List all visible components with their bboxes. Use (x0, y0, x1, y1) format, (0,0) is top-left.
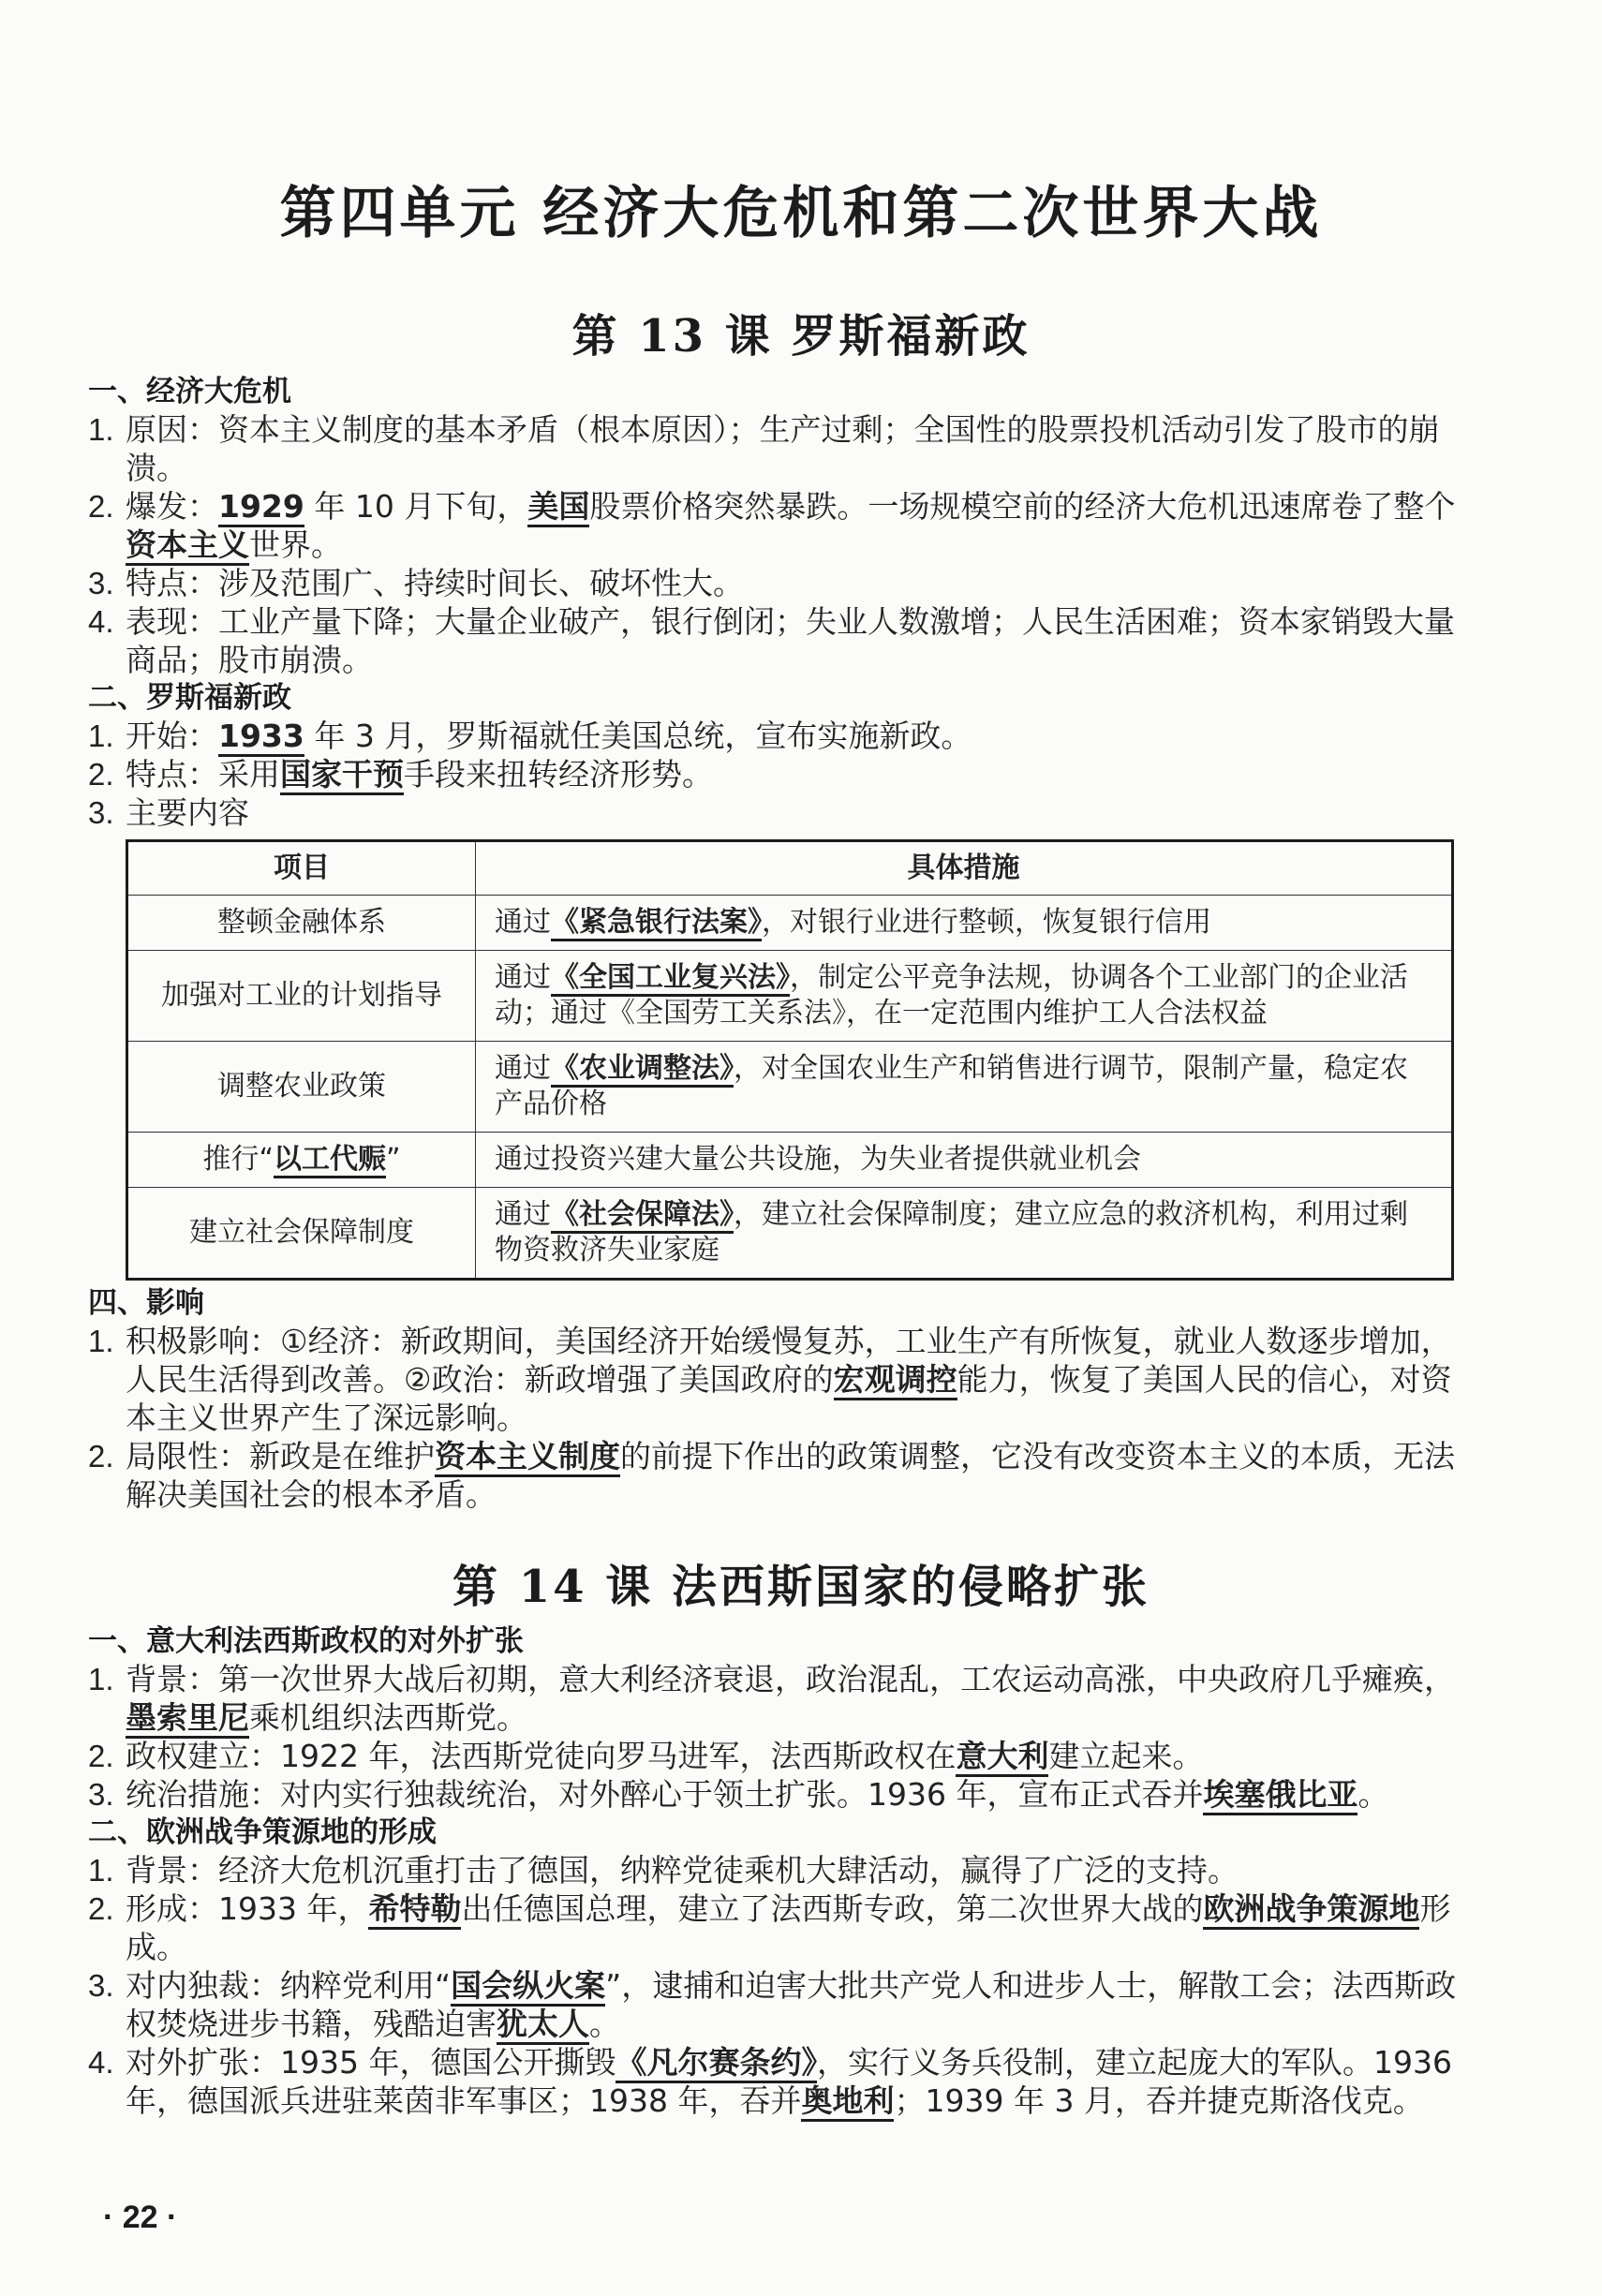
keyword: 意大利 (956, 1738, 1048, 1777)
keyword: 以工代赈 (274, 1143, 386, 1178)
list-item: 2. 爆发：1929 年 10 月下旬，美国股票价格突然暴跌。一场规模空前的经济大危机迅速席卷了整个资本主义世界。 (88, 487, 1461, 564)
table-cell: 调整农业政策 (127, 1042, 476, 1133)
page-number: · 22 · (103, 2200, 178, 2235)
section-heading: 一、意大利法西斯政权的对外扩张 (88, 1624, 524, 1658)
table-row (127, 1188, 1453, 1280)
list-item: 1. 积极影响：①经济：新政期间，美国经济开始缓慢复苏，工业生产有所恢复，就业人数逐步增加，人民生活得到改善。②政治：新政增强了美国政府的宏观调控能力，恢复了美国人民的信心，对资本主义世界产生了深远影响。 (88, 1323, 1452, 1436)
keyword: 资本主义 (126, 526, 249, 566)
list-item: 2. 政权建立：1922 年，法西斯党徒向罗马进军，法西斯政权在意大利建立起来。 (88, 1737, 1461, 1775)
table-row (127, 896, 1453, 951)
list-item: 2. 形成：1933 年，希特勒出任德国总理，建立了法西斯专政，第二次世界大战的欧洲战争策源地形成。 (88, 1890, 1451, 1965)
list-item: 1. 背景：第一次世界大战后初期，意大利经济衰退，政治混乱，工农运动高涨，中央政府几乎瘫痪，墨索里尼乘机组织法西斯党。 (88, 1660, 1461, 1737)
keyword: 埃塞俄比亚 (1203, 1776, 1357, 1815)
lesson-13-title: 第 13 课 罗斯福新政 (571, 310, 1031, 363)
section-heading: 一、经济大危机 (88, 375, 291, 408)
lesson-13-content (88, 373, 1461, 1514)
table-header: 具体措施 (476, 841, 1453, 896)
list-item: 3. 特点：涉及范围广、持续时间长、破坏性大。 (88, 565, 744, 601)
keyword: 希特勒 (368, 1890, 461, 1930)
table-header: 项目 (127, 841, 476, 896)
table-cell: 通过投资兴建大量公共设施，为失业者提供就业机会 (476, 1133, 1453, 1188)
table-cell: 整顿金融体系 (127, 896, 476, 951)
keyword: 美国 (527, 488, 589, 527)
list-item: 3. 主要内容 (88, 794, 249, 831)
keyword: 资本主义制度 (435, 1438, 620, 1477)
table-row (127, 951, 1453, 1042)
keyword: 《紧急银行法案》 (551, 906, 762, 941)
section-heading: 二、欧洲战争策源地的形成 (88, 1815, 437, 1849)
table-row (127, 1133, 1453, 1188)
table-cell: 通过《紧急银行法案》，对银行业进行整顿，恢复银行信用 (476, 896, 1453, 951)
keyword: 《凡尔赛条约》 (616, 2044, 817, 2083)
list-item: 2. 特点：采用国家干预手段来扭转经济形势。 (88, 755, 1461, 793)
keyword: 欧洲战争策源地 (1203, 1890, 1419, 1930)
keyword: 奥地利 (801, 2082, 894, 2122)
section-heading: 二、罗斯福新政 (88, 681, 291, 715)
keyword: 宏观调控 (834, 1361, 957, 1400)
list-item: 2. 局限性：新政是在维护资本主义制度的前提下作出的政策调整，它没有改变资本主义的本质，无法解决美国社会的根本矛盾。 (88, 1438, 1455, 1513)
keyword: 墨索里尼 (126, 1699, 249, 1739)
list-item: 1. 原因：资本主义制度的基本矛盾（根本原因）；生产过剩；全国性的股票投机活动引发了股市的崩溃。 (88, 411, 1440, 486)
keyword: 《全国工业复兴法》 (551, 961, 790, 997)
table-cell: 通过《全国工业复兴法》，制定公平竞争法规，协调各个工业部门的企业活动；通过《全国劳工关系法》，在一定范围内维护工人合法权益 (476, 951, 1453, 1042)
new-deal-measures-table (126, 839, 1454, 1281)
unit-title: 第四单元 经济大危机和第二次世界大战 (279, 181, 1323, 246)
list-item: 1. 开始：1933 年 3 月，罗斯福就任美国总统，宣布实施新政。 (88, 717, 1461, 755)
keyword: 国会纵火案 (451, 1967, 605, 2007)
table-header-row (127, 841, 1453, 896)
keyword: 犹太人 (497, 2006, 589, 2045)
list-item: 4. 对外扩张：1935 年，德国公开撕毁《凡尔赛条约》，实行义务兵役制，建立起庞大的军队。1936 年，德国派兵进驻莱茵非军事区；1938 年，吞并奥地利；1939 年 3 月，吞并捷克斯洛伐克。 (88, 2043, 1461, 2120)
table-row (127, 1042, 1453, 1133)
list-item: 3. 对内独裁：纳粹党利用“国会纵火案”，逮捕和迫害大批共产党人和进步人士，解散工会；法西斯政权焚烧进步书籍，残酷迫害犹太人。 (88, 1966, 1461, 2043)
keyword: 《农业调整法》 (551, 1052, 734, 1088)
section-heading: 四、影响 (88, 1286, 204, 1320)
table-cell: 加强对工业的计划指导 (127, 951, 476, 1042)
table-cell: 建立社会保障制度 (127, 1188, 476, 1280)
lesson-14-content (88, 1622, 1461, 2120)
keyword: 国家干预 (280, 756, 404, 795)
table-cell: 通过《农业调整法》，对全国农业生产和销售进行调节，限制产量，稳定农产品价格 (476, 1042, 1453, 1133)
lesson-14-title: 第 14 课 法西斯国家的侵略扩张 (452, 1561, 1150, 1613)
keyword: 1933 (218, 718, 304, 757)
keyword: 1929 (218, 488, 304, 527)
table-cell: 推行“以工代赈” (127, 1133, 476, 1188)
list-item: 1. 背景：经济大危机沉重打击了德国，纳粹党徒乘机大肆活动，赢得了广泛的支持。 (88, 1852, 1239, 1889)
table-cell: 通过《社会保障法》，建立社会保障制度；建立应急的救济机构，利用过剩物资救济失业家庭 (476, 1188, 1453, 1280)
keyword: 《社会保障法》 (551, 1198, 734, 1234)
list-item: 4. 表现：工业产量下降；大量企业破产，银行倒闭；失业人数激增；人民生活困难；资本家销毁大量商品；股市崩溃。 (88, 603, 1455, 678)
list-item: 3. 统治措施：对内实行独裁统治，对外醉心于领土扩张。1936 年，宣布正式吞并埃塞俄比亚。 (88, 1775, 1461, 1814)
